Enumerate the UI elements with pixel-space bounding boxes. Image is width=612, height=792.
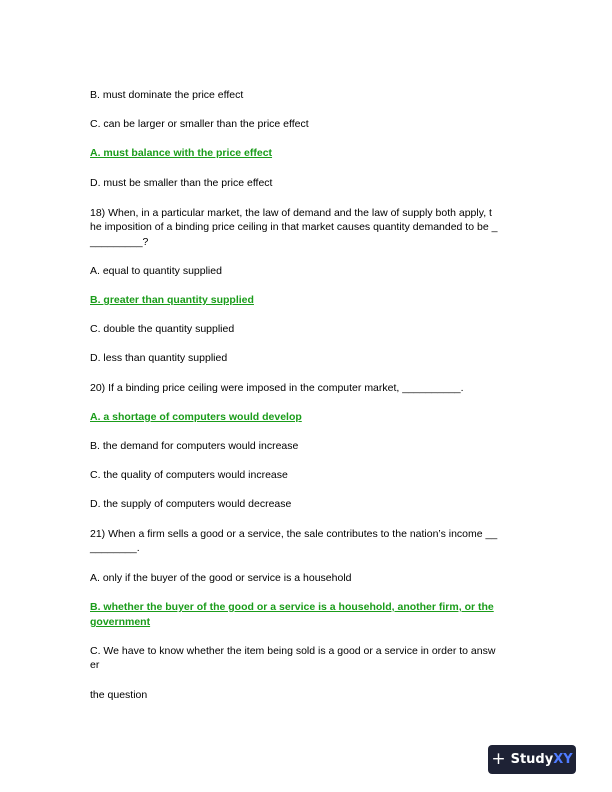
correct-answer-line: A. must balance with the price effect bbox=[90, 147, 273, 159]
logo-text-xy: XY bbox=[553, 752, 573, 767]
text-line: er bbox=[90, 659, 100, 671]
studyxy-logo bbox=[488, 745, 576, 774]
text-line: the question bbox=[90, 689, 148, 701]
text-line: A. only if the buyer of the good or service is a household bbox=[90, 572, 352, 584]
text-line: C. double the quantity supplied bbox=[90, 323, 235, 335]
text-line: B. must dominate the price effect bbox=[90, 89, 244, 101]
text-line: C. We have to know whether the item being sold is a good or a service in order to answ bbox=[90, 645, 496, 657]
text-line: D. the supply of computers would decrease bbox=[90, 498, 292, 510]
correct-answer-line: A. a shortage of computers would develop bbox=[90, 411, 302, 423]
text-line: B. the demand for computers would increase bbox=[90, 440, 299, 452]
logo-text-study: Study bbox=[510, 752, 554, 767]
text-line: A. equal to quantity supplied bbox=[90, 265, 222, 277]
correct-answer-line: B. greater than quantity supplied bbox=[90, 294, 254, 306]
text-line: 21) When a firm sells a good or a service, the sale contributes to the nation’s income __ bbox=[90, 528, 498, 540]
correct-answer-line: B. whether the buyer of the good or a service is a household, another firm, or the bbox=[90, 601, 494, 613]
text-line: 20) If a binding price ceiling were imposed in the computer market, __________. bbox=[90, 382, 464, 394]
text-line: 18) When, in a particular market, the law of demand and the law of supply both apply, t bbox=[90, 207, 492, 219]
correct-answer-line: government bbox=[90, 616, 151, 628]
plus-icon: + bbox=[491, 749, 506, 769]
text-line: D. less than quantity supplied bbox=[90, 352, 228, 364]
text-line: C. can be larger or smaller than the price effect bbox=[90, 118, 309, 130]
text-line: D. must be smaller than the price effect bbox=[90, 177, 273, 189]
text-line: _________? bbox=[90, 236, 149, 248]
text-line: ________. bbox=[90, 542, 140, 554]
text-line: he imposition of a binding price ceiling in that market causes quantity demanded to be _ bbox=[90, 221, 498, 233]
text-line: C. the quality of computers would increase bbox=[90, 469, 288, 481]
